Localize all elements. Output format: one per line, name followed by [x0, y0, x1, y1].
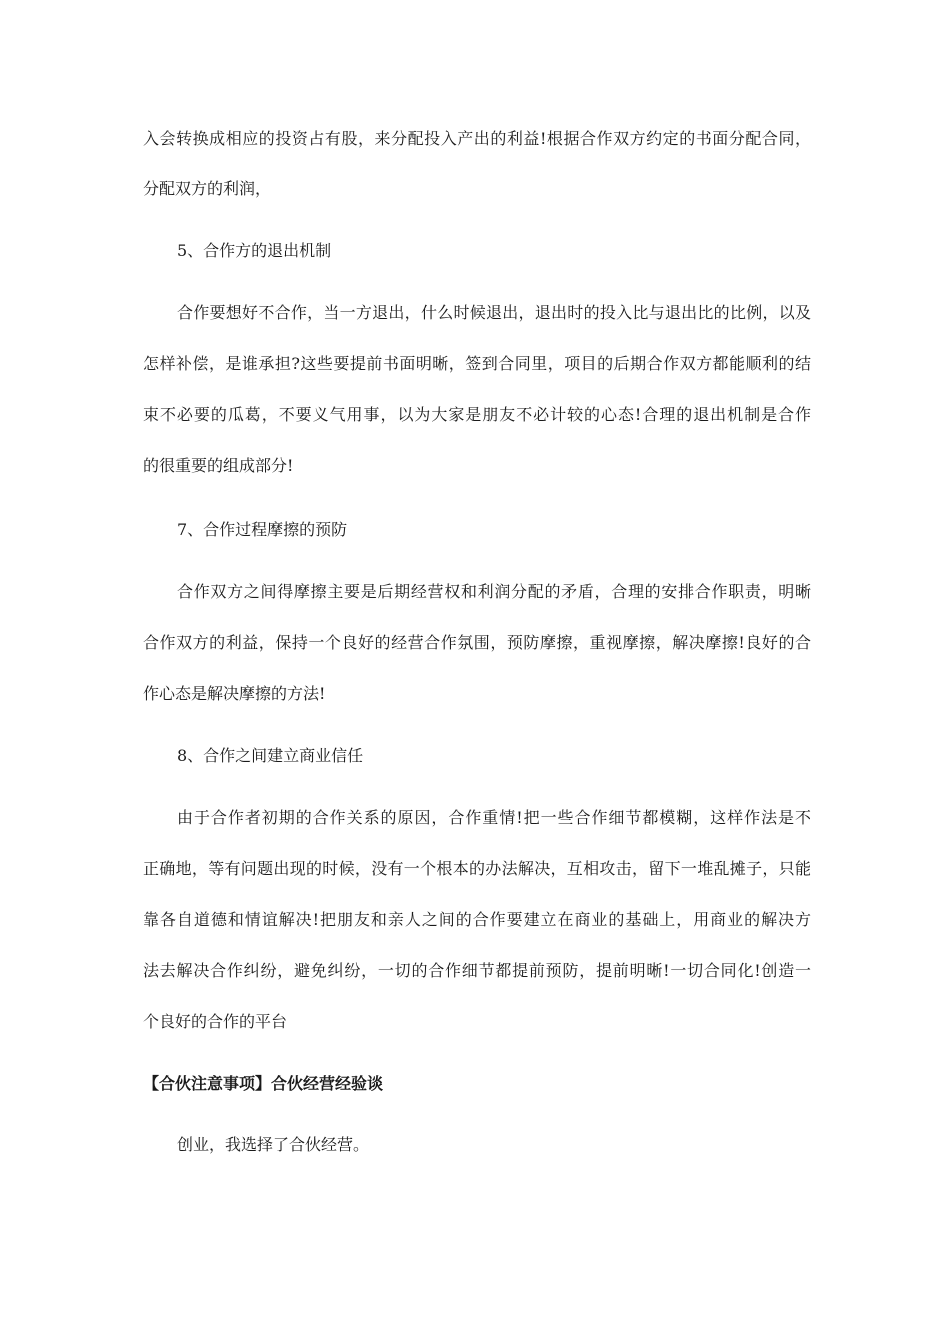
text-line: 合作双方之间得摩擦主要是后期经营权和利润分配的矛盾，合理的安排合作职责，明晰: [177, 582, 811, 601]
text-line: 合作双方的利益，保持一个良好的经营合作氛围，预防摩擦，重视摩擦，解决摩擦!良好的合: [143, 633, 811, 652]
text-line: 入会转换成相应的投资占有股，来分配投入产出的利益!根据合作双方约定的书面分配合同，: [143, 129, 811, 148]
text-line: 合作要想好不合作，当一方退出，什么时候退出，退出时的投入比与退出比的比例，以及: [177, 303, 811, 322]
paragraph-startup: [143, 1132, 811, 1158]
section-title: 【合伙注意事项】合伙经营经验谈: [143, 1074, 384, 1093]
text-line: 个良好的合作的平台: [143, 1012, 288, 1031]
paragraph-friction-prevention: [143, 579, 811, 707]
text-line: 的很重要的组成部分!: [143, 456, 294, 475]
text-line: 怎样补偿，是谁承担?这些要提前书面明晰，签到合同里，项目的后期合作双方都能顺利的结: [143, 354, 811, 373]
paragraph-exit-mechanism: [143, 300, 811, 479]
section-heading-friction-prevention: 7、合作过程摩擦的预防: [177, 520, 348, 539]
text-line: 靠各自道德和情谊解决!把朋友和亲人之间的合作要建立在商业的基础上，用商业的解决方: [143, 910, 811, 929]
section-heading-business-trust: 8、合作之间建立商业信任: [177, 746, 364, 765]
text-line: 分配双方的利润，: [143, 179, 272, 198]
text-line: 作心态是解决摩擦的方法!: [143, 684, 326, 703]
text-line: 创业，我选择了合伙经营。: [177, 1135, 370, 1154]
text-line: 由于合作者初期的合作关系的原因，合作重情!把一些合作细节都模糊，这样作法是不: [177, 808, 811, 827]
paragraph-profit-distribution: [143, 126, 811, 202]
text-line: 束不必要的瓜葛，不要义气用事，以为大家是朋友不必计较的心态!合理的退出机制是合作: [143, 405, 811, 424]
section-heading-exit-mechanism: 5、合作方的退出机制: [177, 241, 332, 260]
paragraph-business-trust: [143, 805, 811, 1035]
text-line: 法去解决合作纠纷，避免纠纷，一切的合作细节都提前预防，提前明晰!一切合同化!创造一: [143, 961, 811, 980]
text-line: 正确地，等有问题出现的时候，没有一个根本的办法解决，互相攻击，留下一堆乱摊子，只能: [143, 859, 811, 878]
